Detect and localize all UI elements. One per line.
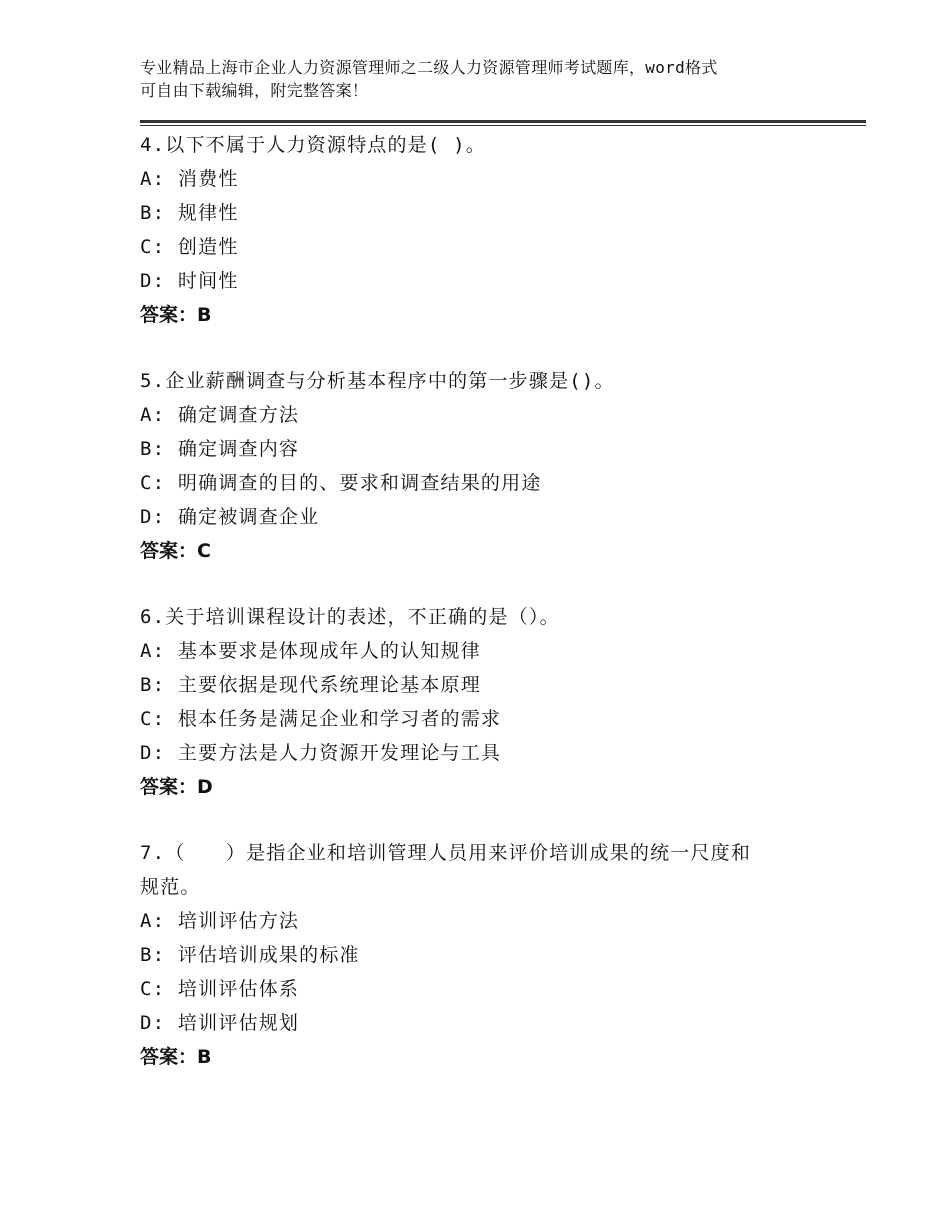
option-c: C: 培训评估体系	[140, 978, 300, 1000]
option-a: A: 确定调查方法	[140, 404, 300, 426]
question-stem-line-1: 7.（ ）是指企业和培训管理人员用来评价培训成果的统一尺度和	[140, 842, 752, 864]
option-d: D: 确定被调查企业	[140, 506, 320, 528]
answer-label: 答案：B	[140, 1046, 212, 1068]
question-stem: 6.关于培训课程设计的表述，不正确的是（）。	[140, 606, 560, 628]
header-divider-thin	[140, 125, 866, 126]
question-6	[140, 600, 840, 804]
header-divider-thick	[140, 120, 866, 123]
option-d: D: 培训评估规划	[140, 1012, 300, 1034]
header-line-2: 可自由下载编辑，附完整答案！	[140, 81, 369, 100]
option-b: B: 评估培训成果的标准	[140, 944, 360, 966]
option-b: B: 主要依据是现代系统理论基本原理	[140, 674, 481, 696]
option-a: A: 消费性	[140, 168, 239, 190]
option-d: D: 主要方法是人力资源开发理论与工具	[140, 742, 502, 764]
document-header	[140, 56, 820, 102]
question-stem: 4.以下不属于人力资源特点的是( )。	[140, 134, 486, 156]
answer-label: 答案：D	[140, 776, 213, 798]
option-c: C: 明确调查的目的、要求和调查结果的用途	[140, 472, 542, 494]
answer-label: 答案：B	[140, 304, 212, 326]
option-c: C: 根本任务是满足企业和学习者的需求	[140, 708, 502, 730]
question-5	[140, 364, 840, 568]
question-7	[140, 836, 840, 1074]
option-a: A: 基本要求是体现成年人的认知规律	[140, 640, 481, 662]
header-line-1: 专业精品上海市企业人力资源管理师之二级人力资源管理师考试题库，word格式	[140, 58, 718, 77]
question-list	[140, 128, 840, 1074]
option-d: D: 时间性	[140, 270, 239, 292]
question-4	[140, 128, 840, 332]
option-b: B: 规律性	[140, 202, 239, 224]
option-c: C: 创造性	[140, 236, 239, 258]
question-stem: 5.企业薪酬调查与分析基本程序中的第一步骤是()。	[140, 370, 615, 392]
option-b: B: 确定调查内容	[140, 438, 300, 460]
question-stem-line-2: 规范。	[140, 876, 201, 898]
option-a: A: 培训评估方法	[140, 910, 300, 932]
answer-label: 答案：C	[140, 540, 211, 562]
